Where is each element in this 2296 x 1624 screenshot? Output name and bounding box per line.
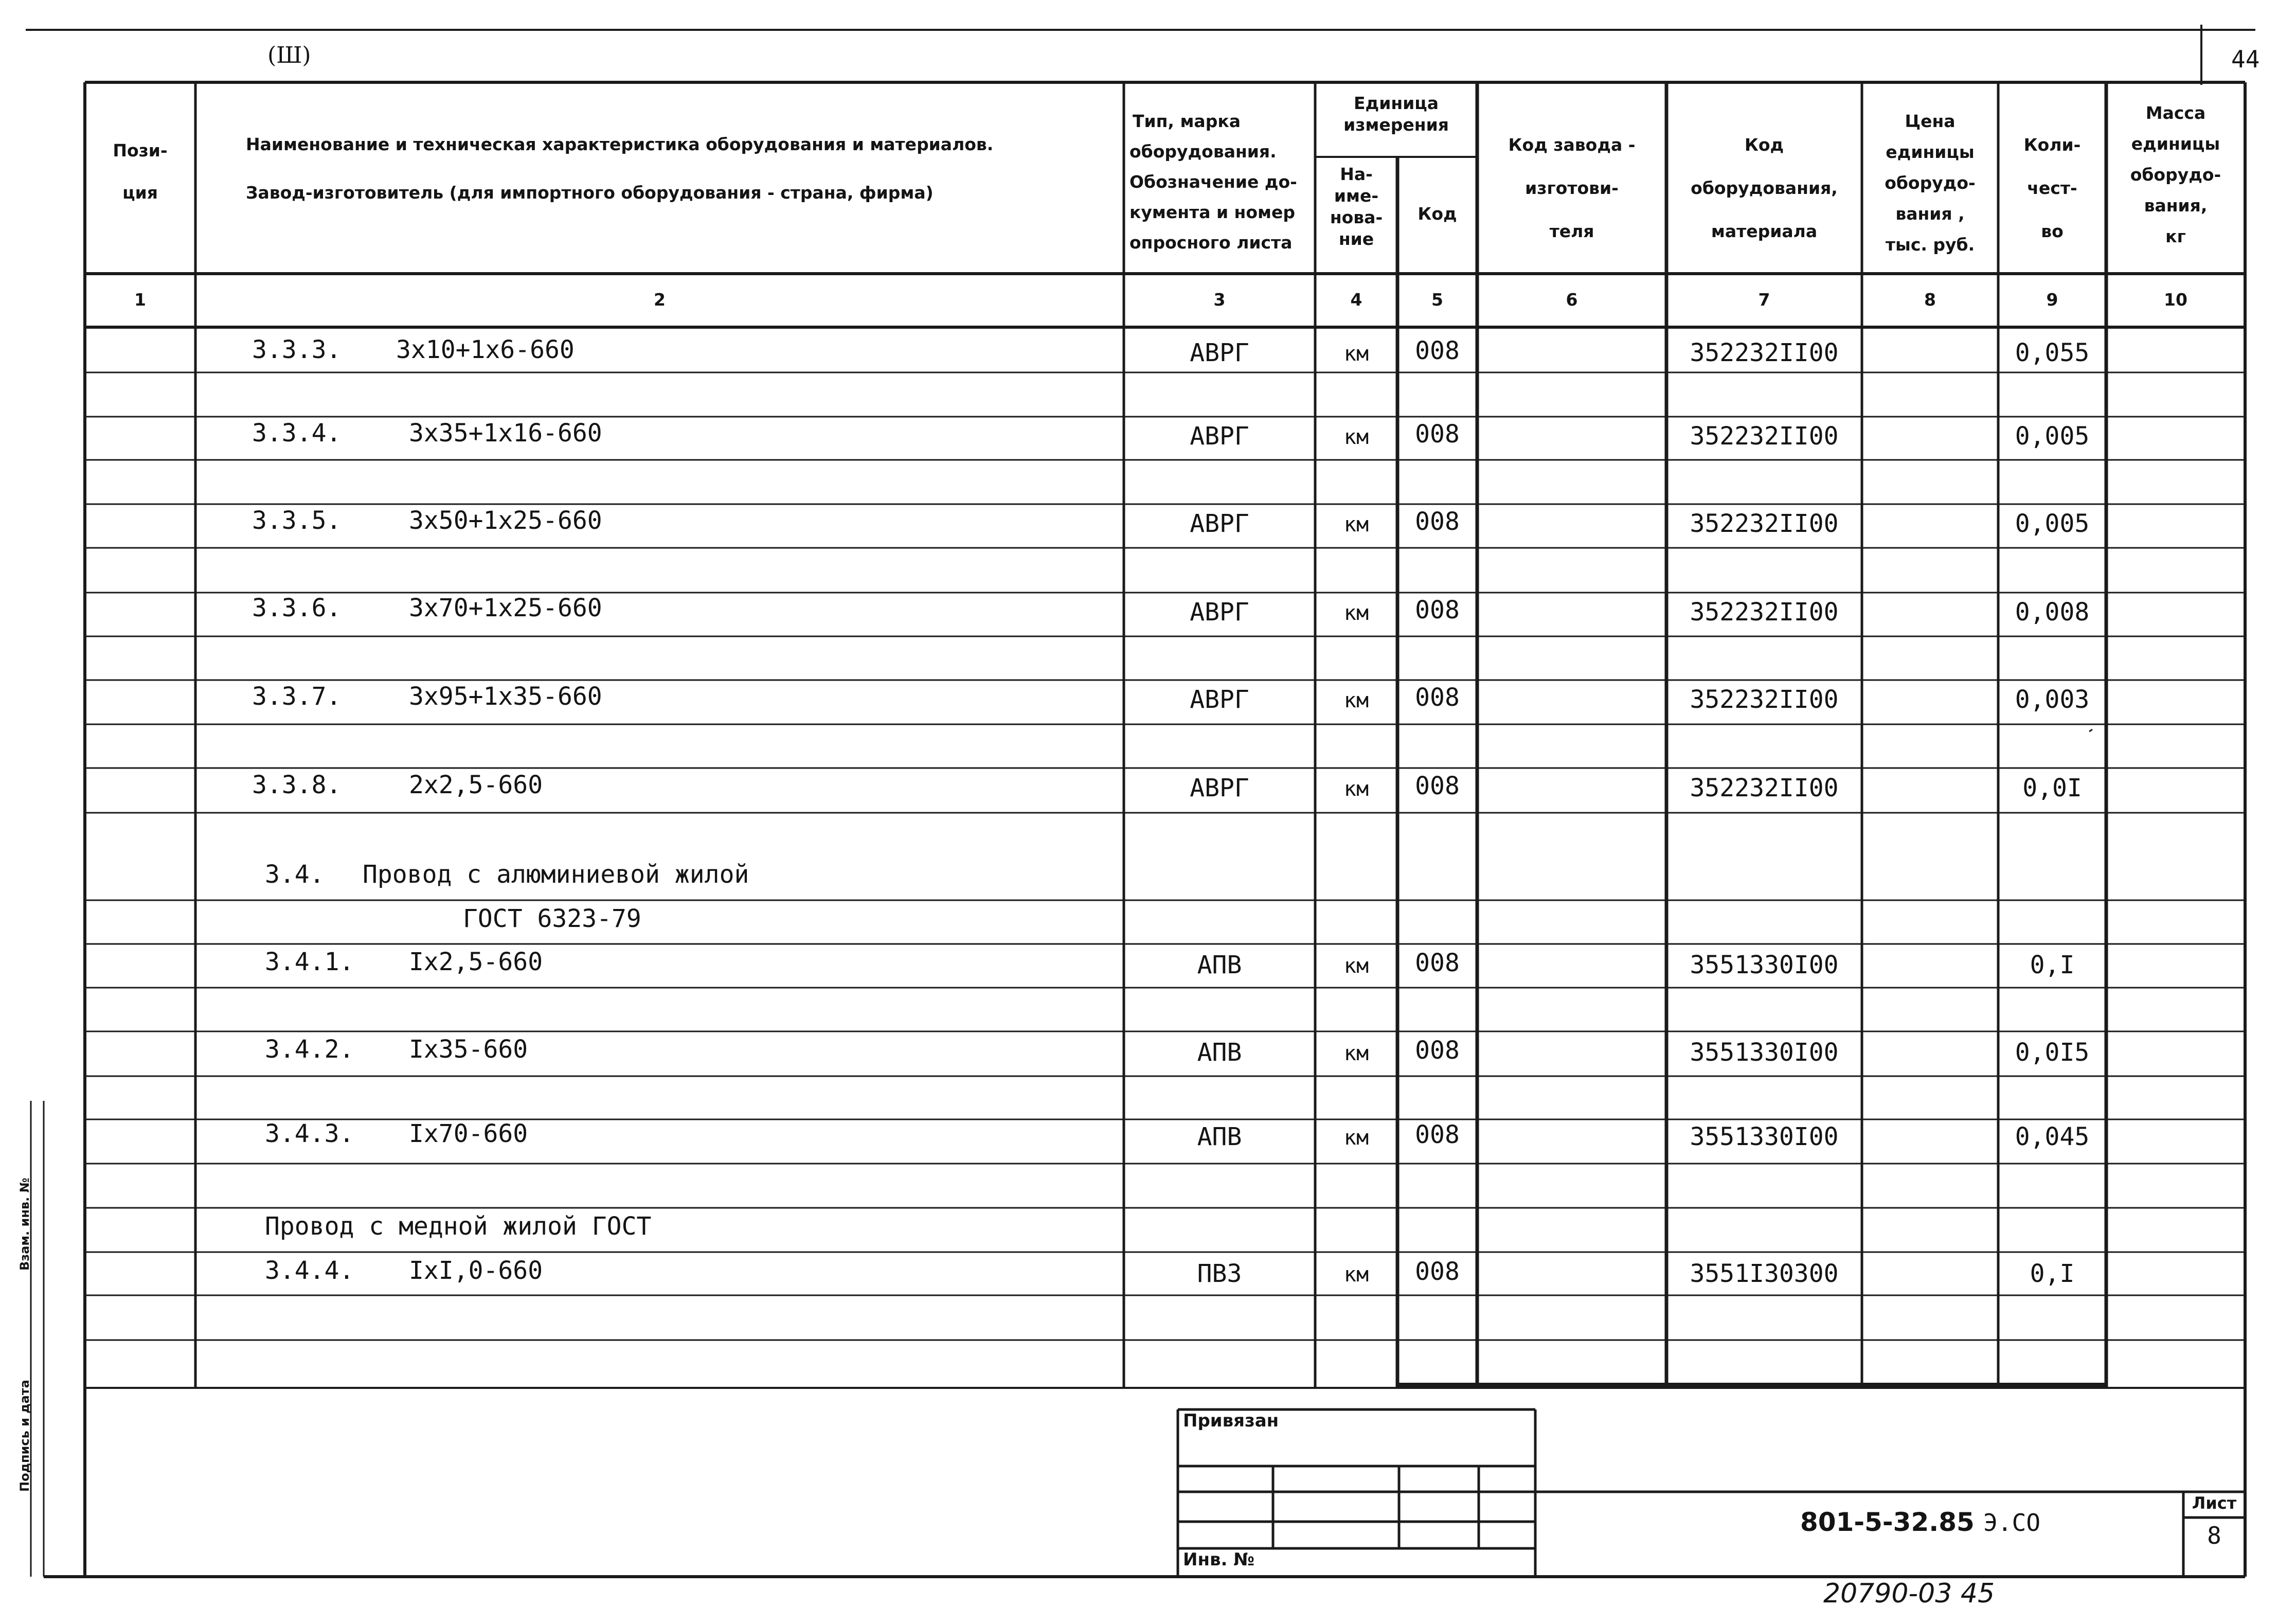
sheet-number-top: 44 <box>2231 45 2260 73</box>
row-unit-code: 008 <box>1415 1036 1460 1065</box>
row-type: АВРГ <box>1190 774 1249 802</box>
row-position: 3.4.3. <box>265 1119 354 1148</box>
row-unit: км <box>1343 601 1369 625</box>
sheet-value: 8 <box>2207 1522 2221 1549</box>
row-position: 3.4.2. <box>265 1035 354 1064</box>
row-quantity: 0,I <box>2030 1259 2075 1288</box>
section-standard: ГОСТ 6323-79 <box>463 904 641 933</box>
row-unit-code: 008 <box>1415 507 1460 536</box>
row-unit-code: 008 <box>1415 1120 1460 1149</box>
header-pos: Пози- ция <box>113 140 168 203</box>
row-unit: км <box>1343 1042 1369 1065</box>
header-material-code: Код оборудования, материала <box>1691 135 1838 241</box>
row-quantity: 0,045 <box>2015 1122 2090 1151</box>
row-position: 3.3.7. <box>252 682 342 711</box>
row-name: 3х35+1х16-660 <box>409 419 602 448</box>
row-name: 3х10+1х6-660 <box>396 335 575 364</box>
row-type: АВРГ <box>1190 685 1249 714</box>
row-type: ПВЗ <box>1197 1259 1242 1288</box>
col-num-4: 4 <box>1350 290 1362 310</box>
row-unit: км <box>1343 689 1369 712</box>
header-unit-code: Код <box>1418 204 1457 224</box>
row-type: АВРГ <box>1190 598 1249 627</box>
header-price: Цена единицы оборудо- вания , тыс. руб. <box>1885 111 1976 255</box>
row-unit-code: 008 <box>1415 683 1460 712</box>
row-unit-code: 008 <box>1415 1257 1460 1286</box>
side-stamp-replacement: Взам. инв. № <box>17 1177 32 1271</box>
row-unit-code: 008 <box>1415 420 1460 449</box>
row-material-code: 352232II00 <box>1690 338 1839 367</box>
row-quantity: 0,008 <box>2015 598 2090 627</box>
row-unit: км <box>1343 342 1369 366</box>
section-title: Провод с алюминиевой жилой <box>363 860 749 889</box>
row-unit: км <box>1343 954 1369 978</box>
header-name: Наименование и техническая характеристика оборудования и материалов. Завод-изготовитель (для импортного оборудования - страна, фирма) <box>246 134 994 203</box>
bottom-number: 20790-03 45 <box>1823 1578 1995 1609</box>
row-material-code: 3551330I00 <box>1690 1122 1839 1151</box>
row-unit-code: 008 <box>1415 336 1460 365</box>
tied-label: Привязан <box>1183 1411 1279 1431</box>
row-position: 3.3.5. <box>252 506 342 535</box>
row-quantity: 0,I <box>2030 951 2075 979</box>
row-material-code: 3551330I00 <box>1690 951 1839 979</box>
row-unit: км <box>1343 425 1369 449</box>
row-type: АВРГ <box>1190 509 1249 538</box>
row-name: Iх70-660 <box>409 1119 528 1148</box>
row-quantity: 0,005 <box>2015 422 2090 451</box>
row-quantity: 0,0I <box>2022 774 2082 802</box>
row-name: 3х50+1х25-660 <box>409 506 602 535</box>
row-type: АВРГ <box>1190 338 1249 367</box>
row-position: 3.4.1. <box>265 948 354 976</box>
row-material-code: 352232II00 <box>1690 509 1839 538</box>
row-name: Iх35-660 <box>409 1035 528 1064</box>
col-num-6: 6 <box>1566 290 1578 310</box>
row-position: 3.4.4. <box>265 1256 354 1285</box>
row-position: 3.3.4. <box>252 419 342 448</box>
row-name: IхI,0-660 <box>409 1256 543 1285</box>
side-stamp-signature: Подпись и дата <box>17 1380 32 1492</box>
row-unit: км <box>1343 1263 1369 1287</box>
row-unit: км <box>1343 513 1369 537</box>
row-name: 3х70+1х25-660 <box>409 594 602 622</box>
row-material-code: 3551I30300 <box>1690 1259 1839 1288</box>
row-unit-code: 008 <box>1415 949 1460 977</box>
row-name: 3х95+1х35-660 <box>409 682 602 711</box>
row-name: 2х2,5-660 <box>409 771 543 799</box>
col-num-9: 9 <box>2046 290 2058 310</box>
header-mass: Масса единицы оборудо- вания, кг <box>2130 103 2221 246</box>
document-code: 801-5-32.85 Э.СО <box>1800 1507 2041 1537</box>
row-type: АВРГ <box>1190 422 1249 451</box>
section-title-copper: Провод с медной жилой ГОСТ <box>265 1212 652 1241</box>
row-unit: км <box>1343 777 1369 801</box>
sheet-label: Лист <box>2192 1493 2237 1513</box>
top-mark: (Ш) <box>267 42 311 68</box>
section-number: 3.4. <box>265 860 325 889</box>
header-type: Тип, марка оборудования. Обозначение до- кумента и номер опросного листа <box>1129 111 1297 253</box>
inventory-label: Инв. № <box>1183 1549 1255 1570</box>
row-type: АПВ <box>1197 1038 1242 1067</box>
row-position: 3.3.3. <box>252 335 342 364</box>
row-name: Iх2,5-660 <box>409 948 543 976</box>
col-num-2: 2 <box>654 290 666 310</box>
row-type: АПВ <box>1197 1122 1242 1151</box>
row-unit-code: 008 <box>1415 772 1460 800</box>
col-num-7: 7 <box>1758 290 1770 310</box>
row-type: АПВ <box>1197 951 1242 979</box>
row-quantity: 0,0I5 <box>2015 1038 2090 1067</box>
row-material-code: 352232II00 <box>1690 598 1839 627</box>
row-material-code: 352232II00 <box>1690 422 1839 451</box>
col-num-3: 3 <box>1213 290 1226 310</box>
header-factory-code: Код завода - изготови- теля <box>1508 135 1636 241</box>
row-position: 3.3.6. <box>252 594 342 622</box>
row-material-code: 3551330I00 <box>1690 1038 1839 1067</box>
row-unit: км <box>1343 1126 1369 1150</box>
header-unit: Единица измерения <box>1343 93 1449 135</box>
header-quantity: Коли- чест- во <box>2023 135 2081 241</box>
row-unit-code: 008 <box>1415 596 1460 624</box>
col-num-8: 8 <box>1924 290 1936 310</box>
col-num-10: 10 <box>2164 290 2187 310</box>
col-num-1: 1 <box>134 290 146 310</box>
header-unit-name: На- име- нова- ние <box>1330 164 1383 249</box>
col-num-5: 5 <box>1431 290 1443 310</box>
row-position: 3.3.8. <box>252 771 342 799</box>
row-quantity: 0,055 <box>2015 338 2090 367</box>
row-material-code: 352232II00 <box>1690 685 1839 714</box>
row-material-code: 352232II00 <box>1690 774 1839 802</box>
row-quantity: 0,005 <box>2015 509 2090 538</box>
row-quantity: 0,003 <box>2015 685 2090 714</box>
